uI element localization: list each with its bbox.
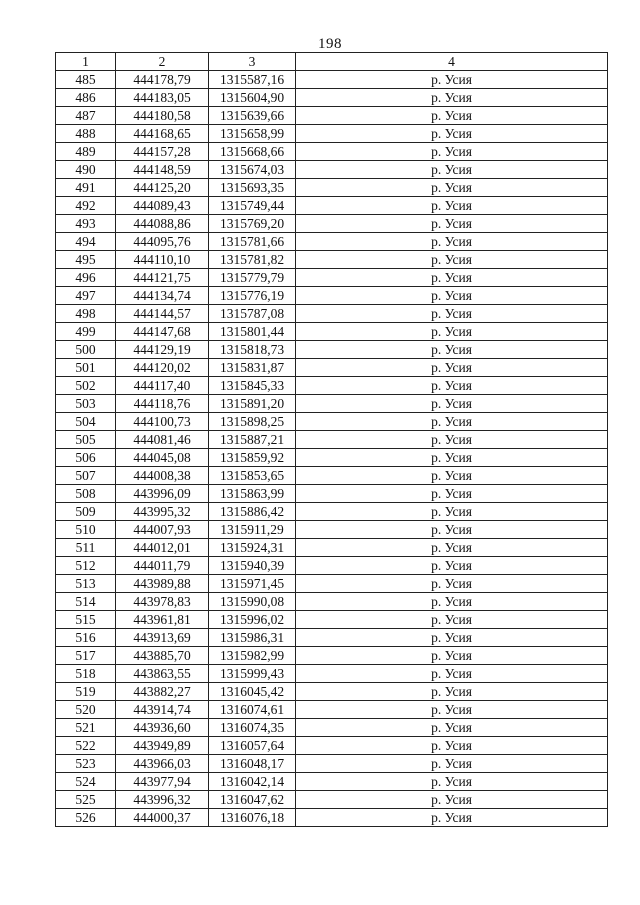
point-number-cell: 521: [56, 719, 116, 737]
y-coordinate-cell: 1315891,20: [209, 395, 296, 413]
point-number-cell: 505: [56, 431, 116, 449]
object-name-cell: р. Усия: [296, 377, 608, 395]
point-number-cell: 485: [56, 71, 116, 89]
table-row: [56, 611, 608, 629]
object-name-cell: р. Усия: [296, 593, 608, 611]
point-number-cell: 518: [56, 665, 116, 683]
point-number-cell: 514: [56, 593, 116, 611]
object-name-cell: р. Усия: [296, 737, 608, 755]
point-number-cell: 508: [56, 485, 116, 503]
x-coordinate-cell: 444008,38: [116, 467, 209, 485]
x-coordinate-cell: 444183,05: [116, 89, 209, 107]
y-coordinate-cell: 1316047,62: [209, 791, 296, 809]
table-row: [56, 539, 608, 557]
x-coordinate-cell: 444157,28: [116, 143, 209, 161]
x-coordinate-cell: 444000,37: [116, 809, 209, 827]
object-name-cell: р. Усия: [296, 359, 608, 377]
header-row: [56, 53, 608, 71]
y-coordinate-cell: 1315971,45: [209, 575, 296, 593]
object-name-cell: р. Усия: [296, 269, 608, 287]
y-coordinate-cell: 1315996,02: [209, 611, 296, 629]
table-row: [56, 161, 608, 179]
object-name-cell: р. Усия: [296, 431, 608, 449]
y-coordinate-cell: 1316074,61: [209, 701, 296, 719]
x-coordinate-cell: 444168,65: [116, 125, 209, 143]
table-row: [56, 305, 608, 323]
object-name-cell: р. Усия: [296, 575, 608, 593]
x-coordinate-cell: 443961,81: [116, 611, 209, 629]
page-number: 198: [318, 36, 342, 52]
table-row: [56, 773, 608, 791]
y-coordinate-cell: 1315587,16: [209, 71, 296, 89]
object-name-cell: р. Усия: [296, 323, 608, 341]
table-row: [56, 107, 608, 125]
table-row: [56, 755, 608, 773]
table-header: [56, 53, 608, 71]
point-number-cell: 504: [56, 413, 116, 431]
x-coordinate-cell: 444148,59: [116, 161, 209, 179]
point-number-cell: 522: [56, 737, 116, 755]
x-coordinate-cell: 443913,69: [116, 629, 209, 647]
x-coordinate-cell: 444121,75: [116, 269, 209, 287]
y-coordinate-cell: 1315898,25: [209, 413, 296, 431]
object-name-cell: р. Усия: [296, 485, 608, 503]
table-row: [56, 719, 608, 737]
y-coordinate-cell: 1315853,65: [209, 467, 296, 485]
point-number-cell: 488: [56, 125, 116, 143]
x-coordinate-cell: 444088,86: [116, 215, 209, 233]
point-number-cell: 511: [56, 539, 116, 557]
point-number-cell: 507: [56, 467, 116, 485]
point-number-cell: 496: [56, 269, 116, 287]
y-coordinate-cell: 1315668,66: [209, 143, 296, 161]
object-name-cell: р. Усия: [296, 413, 608, 431]
point-number-cell: 515: [56, 611, 116, 629]
y-coordinate-cell: 1315674,03: [209, 161, 296, 179]
object-name-cell: р. Усия: [296, 107, 608, 125]
y-coordinate-cell: 1315749,44: [209, 197, 296, 215]
y-coordinate-cell: 1315801,44: [209, 323, 296, 341]
point-number-cell: 500: [56, 341, 116, 359]
table-row: [56, 467, 608, 485]
table-row: [56, 593, 608, 611]
table-row: [56, 485, 608, 503]
table-row: [56, 413, 608, 431]
object-name-cell: р. Усия: [296, 539, 608, 557]
point-number-cell: 526: [56, 809, 116, 827]
table-row: [56, 215, 608, 233]
y-coordinate-cell: 1315924,31: [209, 539, 296, 557]
table-row: [56, 737, 608, 755]
object-name-cell: р. Усия: [296, 215, 608, 233]
x-coordinate-cell: 444011,79: [116, 557, 209, 575]
column-header-point-number: 1: [56, 53, 116, 71]
x-coordinate-cell: 443989,88: [116, 575, 209, 593]
y-coordinate-cell: 1316076,18: [209, 809, 296, 827]
x-coordinate-cell: 443914,74: [116, 701, 209, 719]
y-coordinate-cell: 1315831,87: [209, 359, 296, 377]
point-number-cell: 516: [56, 629, 116, 647]
table-row: [56, 395, 608, 413]
column-header-x: 2: [116, 53, 209, 71]
object-name-cell: р. Усия: [296, 701, 608, 719]
point-number-cell: 509: [56, 503, 116, 521]
object-name-cell: р. Усия: [296, 755, 608, 773]
column-header-y: 3: [209, 53, 296, 71]
x-coordinate-cell: 444081,46: [116, 431, 209, 449]
y-coordinate-cell: 1315986,31: [209, 629, 296, 647]
y-coordinate-cell: 1316045,42: [209, 683, 296, 701]
x-coordinate-cell: 444100,73: [116, 413, 209, 431]
table-row: [56, 791, 608, 809]
object-name-cell: р. Усия: [296, 719, 608, 737]
table-row: [56, 269, 608, 287]
y-coordinate-cell: 1315818,73: [209, 341, 296, 359]
x-coordinate-cell: 443863,55: [116, 665, 209, 683]
table-row: [56, 647, 608, 665]
x-coordinate-cell: 444120,02: [116, 359, 209, 377]
x-coordinate-cell: 444110,10: [116, 251, 209, 269]
x-coordinate-cell: 443936,60: [116, 719, 209, 737]
point-number-cell: 495: [56, 251, 116, 269]
y-coordinate-cell: 1316042,14: [209, 773, 296, 791]
point-number-cell: 487: [56, 107, 116, 125]
x-coordinate-cell: 444125,20: [116, 179, 209, 197]
object-name-cell: р. Усия: [296, 143, 608, 161]
object-name-cell: р. Усия: [296, 791, 608, 809]
point-number-cell: 489: [56, 143, 116, 161]
point-number-cell: 517: [56, 647, 116, 665]
y-coordinate-cell: 1315769,20: [209, 215, 296, 233]
x-coordinate-cell: 444045,08: [116, 449, 209, 467]
point-number-cell: 525: [56, 791, 116, 809]
table-row: [56, 89, 608, 107]
x-coordinate-cell: 443995,32: [116, 503, 209, 521]
object-name-cell: р. Усия: [296, 251, 608, 269]
table-row: [56, 359, 608, 377]
point-number-cell: 486: [56, 89, 116, 107]
object-name-cell: р. Усия: [296, 395, 608, 413]
point-number-cell: 490: [56, 161, 116, 179]
point-number-cell: 498: [56, 305, 116, 323]
x-coordinate-cell: 444144,57: [116, 305, 209, 323]
x-coordinate-cell: 443882,27: [116, 683, 209, 701]
point-number-cell: 506: [56, 449, 116, 467]
y-coordinate-cell: 1316074,35: [209, 719, 296, 737]
object-name-cell: р. Усия: [296, 773, 608, 791]
table-row: [56, 341, 608, 359]
table-row: [56, 683, 608, 701]
table-row: [56, 575, 608, 593]
y-coordinate-cell: 1315781,82: [209, 251, 296, 269]
y-coordinate-cell: 1315982,99: [209, 647, 296, 665]
x-coordinate-cell: 443885,70: [116, 647, 209, 665]
point-number-cell: 510: [56, 521, 116, 539]
object-name-cell: р. Усия: [296, 503, 608, 521]
point-number-cell: 501: [56, 359, 116, 377]
point-number-cell: 523: [56, 755, 116, 773]
table-row: [56, 143, 608, 161]
object-name-cell: р. Усия: [296, 665, 608, 683]
point-number-cell: 494: [56, 233, 116, 251]
x-coordinate-cell: 444095,76: [116, 233, 209, 251]
x-coordinate-cell: 443949,89: [116, 737, 209, 755]
point-number-cell: 493: [56, 215, 116, 233]
table-row: [56, 431, 608, 449]
x-coordinate-cell: 443978,83: [116, 593, 209, 611]
object-name-cell: р. Усия: [296, 71, 608, 89]
table-row: [56, 71, 608, 89]
y-coordinate-cell: 1315693,35: [209, 179, 296, 197]
table-row: [56, 665, 608, 683]
y-coordinate-cell: 1315787,08: [209, 305, 296, 323]
table-row: [56, 323, 608, 341]
y-coordinate-cell: 1315940,39: [209, 557, 296, 575]
x-coordinate-cell: 444180,58: [116, 107, 209, 125]
coordinates-table: [55, 52, 608, 827]
y-coordinate-cell: 1316057,64: [209, 737, 296, 755]
table-row: [56, 809, 608, 827]
x-coordinate-cell: 443996,32: [116, 791, 209, 809]
y-coordinate-cell: 1315776,19: [209, 287, 296, 305]
table-row: [56, 521, 608, 539]
object-name-cell: р. Усия: [296, 611, 608, 629]
x-coordinate-cell: 444012,01: [116, 539, 209, 557]
x-coordinate-cell: 444147,68: [116, 323, 209, 341]
y-coordinate-cell: 1315604,90: [209, 89, 296, 107]
x-coordinate-cell: 444178,79: [116, 71, 209, 89]
y-coordinate-cell: 1315886,42: [209, 503, 296, 521]
column-header-object: 4: [296, 53, 608, 71]
point-number-cell: 524: [56, 773, 116, 791]
y-coordinate-cell: 1315779,79: [209, 269, 296, 287]
y-coordinate-cell: 1315999,43: [209, 665, 296, 683]
y-coordinate-cell: 1315863,99: [209, 485, 296, 503]
y-coordinate-cell: 1315887,21: [209, 431, 296, 449]
object-name-cell: р. Усия: [296, 449, 608, 467]
point-number-cell: 503: [56, 395, 116, 413]
object-name-cell: р. Усия: [296, 233, 608, 251]
object-name-cell: р. Усия: [296, 809, 608, 827]
object-name-cell: р. Усия: [296, 629, 608, 647]
point-number-cell: 520: [56, 701, 116, 719]
object-name-cell: р. Усия: [296, 89, 608, 107]
point-number-cell: 519: [56, 683, 116, 701]
object-name-cell: р. Усия: [296, 557, 608, 575]
point-number-cell: 492: [56, 197, 116, 215]
y-coordinate-cell: 1315845,33: [209, 377, 296, 395]
object-name-cell: р. Усия: [296, 125, 608, 143]
y-coordinate-cell: 1315658,99: [209, 125, 296, 143]
object-name-cell: р. Усия: [296, 647, 608, 665]
x-coordinate-cell: 443966,03: [116, 755, 209, 773]
object-name-cell: р. Усия: [296, 161, 608, 179]
point-number-cell: 513: [56, 575, 116, 593]
table-row: [56, 503, 608, 521]
x-coordinate-cell: 444117,40: [116, 377, 209, 395]
table-row: [56, 197, 608, 215]
y-coordinate-cell: 1315781,66: [209, 233, 296, 251]
y-coordinate-cell: 1315990,08: [209, 593, 296, 611]
x-coordinate-cell: 444118,76: [116, 395, 209, 413]
object-name-cell: р. Усия: [296, 179, 608, 197]
y-coordinate-cell: 1315859,92: [209, 449, 296, 467]
y-coordinate-cell: 1316048,17: [209, 755, 296, 773]
object-name-cell: р. Усия: [296, 287, 608, 305]
x-coordinate-cell: 443977,94: [116, 773, 209, 791]
object-name-cell: р. Усия: [296, 521, 608, 539]
point-number-cell: 502: [56, 377, 116, 395]
object-name-cell: р. Усия: [296, 341, 608, 359]
object-name-cell: р. Усия: [296, 305, 608, 323]
table-row: [56, 251, 608, 269]
y-coordinate-cell: 1315911,29: [209, 521, 296, 539]
point-number-cell: 512: [56, 557, 116, 575]
object-name-cell: р. Усия: [296, 197, 608, 215]
x-coordinate-cell: 444129,19: [116, 341, 209, 359]
x-coordinate-cell: 444089,43: [116, 197, 209, 215]
object-name-cell: р. Усия: [296, 467, 608, 485]
x-coordinate-cell: 443996,09: [116, 485, 209, 503]
table-row: [56, 701, 608, 719]
point-number-cell: 499: [56, 323, 116, 341]
table-row: [56, 629, 608, 647]
table-row: [56, 287, 608, 305]
point-number-cell: 491: [56, 179, 116, 197]
y-coordinate-cell: 1315639,66: [209, 107, 296, 125]
x-coordinate-cell: 444007,93: [116, 521, 209, 539]
table-body: [56, 71, 608, 827]
x-coordinate-cell: 444134,74: [116, 287, 209, 305]
table-row: [56, 377, 608, 395]
point-number-cell: 497: [56, 287, 116, 305]
object-name-cell: р. Усия: [296, 683, 608, 701]
table-row: [56, 179, 608, 197]
table-row: [56, 233, 608, 251]
table-row: [56, 557, 608, 575]
table-row: [56, 125, 608, 143]
table-row: [56, 449, 608, 467]
